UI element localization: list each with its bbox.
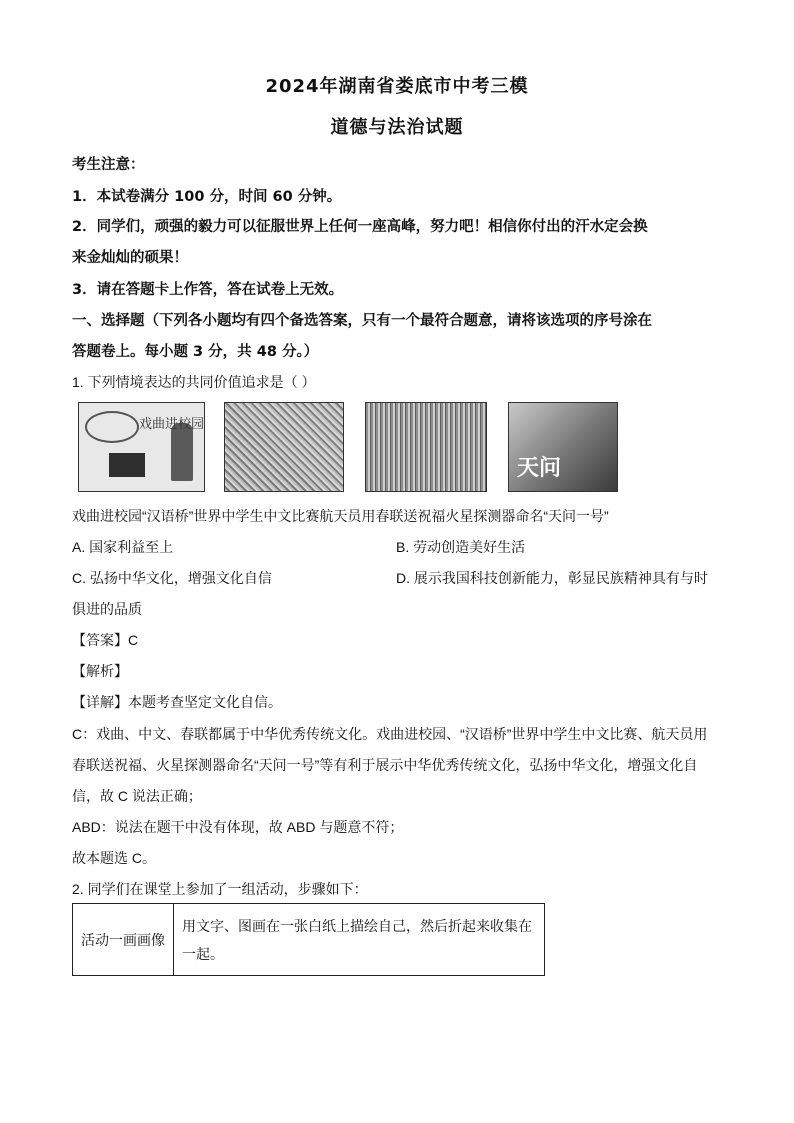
activity-label: 活动一画画像: [73, 904, 174, 976]
option-d: D. 展示我国科技创新能力，彰显民族精神具有与时: [396, 570, 708, 586]
explanation-line-1: C：戏曲、中文、春联都属于中华优秀传统文化。戏曲进校园、“汉语桥”世界中学生中文比赛、航天员用: [72, 726, 708, 742]
explanation-line-4: ABD：说法在题干中没有体现，故 ABD 与题意不符；: [72, 819, 404, 835]
astronaut-couplet-photo: [365, 402, 487, 492]
chinese-bridge-photo: [224, 402, 344, 492]
tianwen-photo-text: 天问: [517, 456, 562, 481]
notice-item-1: 1．本试卷满分 100 分，时间 60 分钟。: [72, 189, 342, 205]
exam-title: 2024年湖南省娄底市中考三模: [265, 76, 529, 97]
notice-item-3: 3．请在答题卡上作答，答在试卷上无效。: [72, 282, 344, 298]
notice-item-2: 2．同学们，顽强的毅力可以征服世界上任何一座高峰，努力吧！相信你付出的汗水定会换: [72, 219, 648, 235]
question-1-stem: 1. 下列情境表达的共同价值追求是（ ）: [72, 374, 316, 390]
explanation-line-2: 春联送祝福、火星探测器命名“天问一号”等有利于展示中华优秀传统文化，弘扬中华文化，增强文化自: [72, 757, 698, 773]
activity-description-line-2: 一起。: [182, 945, 224, 962]
answer-label: 【答案】C: [72, 632, 139, 648]
opera-photo: [78, 402, 205, 492]
opera-photo-text: 戏曲进校园: [139, 417, 205, 432]
activity-table: [72, 903, 545, 976]
figure-caption: 戏曲进校园“汉语桥”世界中学生中文比赛航天员用春联送祝福火星探测器命名“天问一号”: [72, 508, 609, 524]
detail-label: 【详解】本题考查坚定文化自信。: [72, 694, 282, 710]
option-d-cont: 俱进的品质: [72, 601, 142, 617]
analysis-label: 【解析】: [72, 663, 128, 679]
exam-subtitle: 道德与法治试题: [330, 117, 464, 138]
table-row: [73, 904, 545, 976]
section-heading-cont: 答题卷上。每小题 3 分，共 48 分。）: [72, 344, 319, 360]
notice-heading: 考生注意：: [72, 157, 145, 173]
explanation-line-3: 信，故 C 说法正确；: [72, 788, 202, 804]
option-a: A. 国家利益至上: [72, 539, 174, 555]
tianwen-photo: [508, 402, 618, 492]
option-c: C. 弘扬中华文化，增强文化自信: [72, 570, 272, 586]
option-b: B. 劳动创造美好生活: [396, 539, 526, 555]
conclusion: 故本题选 C。: [72, 850, 156, 866]
section-heading: 一、选择题（下列各小题均有四个备选答案，只有一个最符合题意，请将该选项的序号涂在: [72, 313, 652, 329]
activity-description-line-1: 用文字、图画在一张白纸上描绘自己，然后折起来收集在: [182, 917, 532, 934]
question-2-stem: 2. 同学们在课堂上参加了一组活动，步骤如下：: [72, 881, 368, 897]
notice-item-2-cont: 来金灿灿的硕果！: [72, 250, 188, 266]
activity-description: [174, 904, 545, 976]
